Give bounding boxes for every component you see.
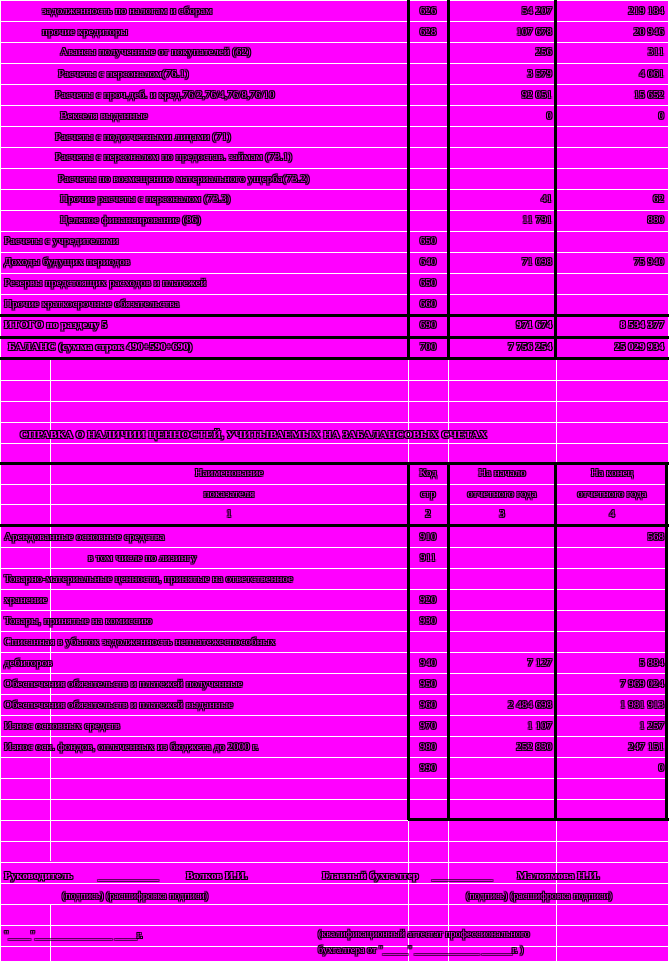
grid-line <box>0 0 669 1</box>
grid-line <box>0 568 669 569</box>
date-line: "____"______________ ____г. <box>4 929 143 941</box>
grid-line <box>0 273 669 274</box>
chief-accountant-signature-line: ___________ <box>432 870 493 882</box>
value-end: 568 <box>647 531 664 543</box>
value-start: 41 <box>541 193 552 205</box>
chief-accountant-label: Главный бухгалтер <box>322 870 419 882</box>
value-end: 311 <box>647 46 664 58</box>
value-start: 107 678 <box>516 26 552 38</box>
total-start: 971 674 <box>516 319 552 331</box>
balance-end: 25 029 934 <box>614 341 664 353</box>
row-label: Доходы будущих периодов <box>4 256 131 268</box>
row-label: Обеспечения обязательств и платежей выданные <box>4 699 233 711</box>
grid-line <box>0 84 669 85</box>
row-code: 910 <box>419 531 437 543</box>
border-line <box>408 818 669 821</box>
director-caption: (подпись) (расшифровка подписи) <box>62 891 209 902</box>
row-code: 628 <box>419 26 437 38</box>
grid-line <box>0 126 669 127</box>
value-end: 0 <box>658 110 664 122</box>
header-name: показателя <box>203 488 255 500</box>
row-label: Списанная в убыток задолженность неплатежеспособных <box>4 636 276 648</box>
balance-label: БАЛАНС (сумма строк 490+590+690) <box>8 341 193 353</box>
total-label: ИТОГО по разделу 5 <box>4 319 108 331</box>
grid-line <box>0 443 669 444</box>
row-code: 960 <box>419 699 437 711</box>
value-end: 1 981 913 <box>620 699 664 711</box>
grid-line <box>0 105 669 106</box>
total-end: 8 534 377 <box>620 319 664 331</box>
grid-line <box>0 610 669 611</box>
value-start: 54 207 <box>521 5 552 17</box>
offbalance-title: СПРАВКА О НАЛИЧИИ ЦЕННОСТЕЙ, УЧИТЫВАЕМЫХ НА ЗАБАЛАНСОВЫХ СЧЕТАХ <box>20 429 488 441</box>
row-code: 920 <box>419 594 437 606</box>
row-label: в том числе по лизингу <box>88 552 197 564</box>
value-end: 20 946 <box>633 26 664 38</box>
row-label: Расчеты с персоналом по предостав. займам (73.1) <box>55 151 292 163</box>
grid-line <box>0 736 669 737</box>
value-start: 71 098 <box>521 256 552 268</box>
row-label: Износ осн. фондов, оплаченных из бюджета до 2000 г. <box>4 741 259 753</box>
row-label: Прочие расчеты с персоналом (73.3) <box>60 193 231 205</box>
column-number: 2 <box>425 508 431 520</box>
row-code: 990 <box>419 762 437 774</box>
value-end: 1 257 <box>639 720 664 732</box>
grid-line <box>0 42 669 43</box>
grid-line <box>0 422 669 423</box>
border-line <box>0 462 669 465</box>
value-start: 0 <box>546 110 552 122</box>
row-label: Расчеты с персоналом(76.1) <box>58 68 189 80</box>
row-code: 970 <box>419 720 437 732</box>
grid-line <box>0 504 669 505</box>
grid-line <box>0 189 669 190</box>
row-label: Векселя выданные <box>60 110 148 122</box>
header-name: Наименование <box>194 467 264 479</box>
header-code: стр <box>420 488 436 500</box>
row-label: Расчеты с подотчетными лицами (71) <box>55 131 231 143</box>
border-line <box>0 524 669 527</box>
row-label: Износ основных средств <box>4 720 120 732</box>
row-label: прочие кредиторы <box>42 26 128 38</box>
grid-line <box>0 294 669 295</box>
row-label: Товарно-материальные ценности, принятые на ответственное <box>4 573 293 585</box>
grid-line <box>0 484 669 485</box>
row-label: Прочие краткосрочные обязательства <box>4 298 180 310</box>
grid-line <box>0 715 669 716</box>
row-label: дебиторов <box>4 657 53 669</box>
value-start: 3 579 <box>527 68 552 80</box>
header-start: На начало <box>478 467 526 479</box>
balance-code: 700 <box>419 341 437 353</box>
row-code: 940 <box>419 657 437 669</box>
grid-line <box>0 778 669 779</box>
director-name: Волков И.И. <box>186 870 248 882</box>
certificate-line: бухгалтера от "_____" _____________ ______г. ) <box>318 945 524 956</box>
header-start: отчетного года <box>467 488 537 500</box>
grid-line <box>0 210 669 211</box>
grid-line <box>0 401 669 402</box>
grid-line <box>0 694 669 695</box>
value-start: 11 791 <box>522 214 552 226</box>
chief-accountant-name: Малоямова Н.И. <box>517 870 600 882</box>
grid-line <box>0 63 669 64</box>
border-line <box>0 357 669 360</box>
row-label: хранение <box>4 594 48 606</box>
row-label: Резервы предстоящих расходов и платежей <box>4 277 207 289</box>
row-label: Товары, принятые на комиссию <box>4 615 153 627</box>
value-end: 75 940 <box>633 256 664 268</box>
value-start: 256 <box>535 46 552 58</box>
grid-line <box>0 589 669 590</box>
header-end: На конец <box>590 467 634 479</box>
row-label: Обеспечения обязательств и платежей полученные <box>4 678 243 690</box>
row-label: Арендованные основные средства <box>4 531 165 543</box>
row-code: 950 <box>419 678 437 690</box>
grid-line <box>0 652 669 653</box>
grid-line <box>0 883 669 884</box>
column-number: 4 <box>609 508 615 520</box>
grid-line <box>0 21 669 22</box>
row-label: задолженность по налогам и сборам <box>42 5 213 17</box>
certificate-line: (квалификационный аттестат профессионального <box>318 929 530 940</box>
value-end: 247 151 <box>628 741 664 753</box>
grid-line <box>0 231 669 232</box>
value-end: 62 <box>653 193 664 205</box>
director-signature-line: ___________ <box>98 870 159 882</box>
row-label: Авансы полученные от покупателей (62) <box>60 46 251 58</box>
value-start: 1 107 <box>527 720 552 732</box>
row-code: 980 <box>419 741 437 753</box>
row-code: 626 <box>419 5 437 17</box>
grid-line <box>0 862 669 863</box>
grid-line <box>0 147 669 148</box>
grid-line <box>0 841 669 842</box>
director-label: Руководитель <box>4 870 73 882</box>
row-label: Расчеты с учредителями <box>4 235 119 247</box>
value-end: 7 969 024 <box>620 678 664 690</box>
row-code: 640 <box>419 256 437 268</box>
column-number: 3 <box>499 508 505 520</box>
value-start: 92 051 <box>521 89 552 101</box>
row-code: 650 <box>419 235 437 247</box>
row-label: Расчеты с проч.деб. и кред.76/2,76/4,76/8,76/10 <box>55 89 275 101</box>
value-end: 219 184 <box>628 5 664 17</box>
chief-accountant-caption: (подпись) (расшифровка подписи) <box>466 891 613 902</box>
row-label: Целевое финансирование (86) <box>60 214 201 226</box>
border-line <box>0 336 669 339</box>
value-end: 0 <box>658 762 664 774</box>
value-end: 5 884 <box>639 657 664 669</box>
value-end: 15 652 <box>633 89 664 101</box>
grid-line <box>0 547 669 548</box>
total-code: 690 <box>419 319 437 331</box>
value-start: 7 127 <box>527 657 552 669</box>
grid-line <box>0 925 669 926</box>
balance-start: 7 756 254 <box>508 341 552 353</box>
row-code: 930 <box>419 615 437 627</box>
grid-line <box>0 631 669 632</box>
grid-line <box>0 799 669 800</box>
header-end: отчетного года <box>577 488 647 500</box>
grid-line <box>0 673 669 674</box>
value-start: 2 484 698 <box>508 699 552 711</box>
value-end: 4 061 <box>639 68 664 80</box>
value-end: 880 <box>647 214 664 226</box>
header-code: Код <box>419 467 437 479</box>
column-number: 1 <box>226 508 232 520</box>
row-code: 660 <box>419 298 437 310</box>
grid-line <box>0 0 1 961</box>
value-start: 252 830 <box>516 741 552 753</box>
row-label: Расчеты по возмещению материального ущерба(73.2) <box>58 173 310 185</box>
grid-line <box>0 252 669 253</box>
grid-line <box>0 168 669 169</box>
row-code: 911 <box>419 552 437 564</box>
border-line <box>0 314 669 317</box>
grid-line <box>0 380 669 381</box>
grid-line <box>0 904 669 905</box>
grid-line <box>0 757 669 758</box>
row-code: 650 <box>419 277 437 289</box>
